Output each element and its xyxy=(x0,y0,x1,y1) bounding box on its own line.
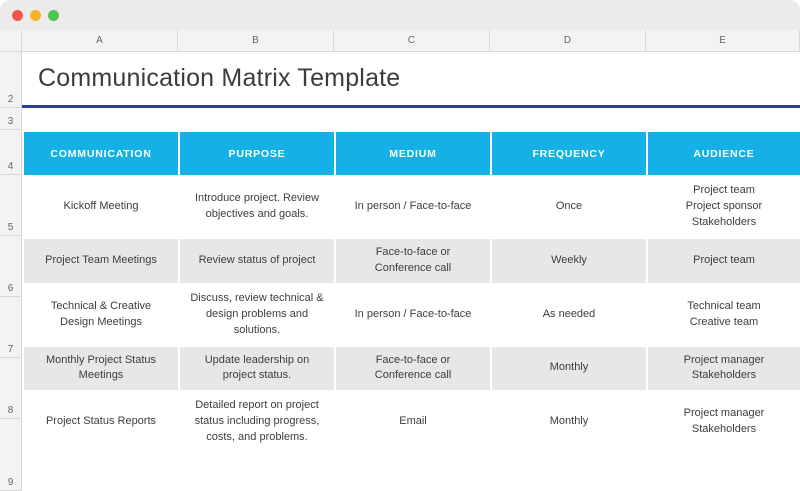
audience-line: Project team xyxy=(693,253,755,266)
row-header-2[interactable]: 2 xyxy=(0,52,21,108)
row-header-9[interactable]: 9 xyxy=(0,419,21,491)
sheet-title-row xyxy=(22,52,800,108)
table-row[interactable] xyxy=(23,391,800,453)
table-row[interactable] xyxy=(23,346,800,392)
cell-purpose: Discuss, review technical & design problems and solutions. xyxy=(179,284,335,346)
column-audience: AUDIENCE xyxy=(647,131,800,176)
cell-purpose: Review status of project xyxy=(179,238,335,284)
close-icon[interactable] xyxy=(12,10,23,21)
audience-line: Project sponsor xyxy=(685,199,763,212)
cell-communication: Project Status Reports xyxy=(23,391,179,453)
cell-medium: In person / Face-to-face xyxy=(335,176,491,238)
row-header-8[interactable]: 8 xyxy=(0,358,21,419)
row-header-4[interactable]: 4 xyxy=(0,130,21,175)
column-header-row xyxy=(0,30,800,52)
cell-audience xyxy=(647,391,800,453)
cell-communication: Monthly Project Status Meetings xyxy=(23,346,179,392)
table-row[interactable] xyxy=(23,238,800,284)
cell-frequency: Once xyxy=(491,176,647,238)
spreadsheet-area xyxy=(0,30,800,491)
column-medium: MEDIUM xyxy=(335,131,491,176)
column-communication: COMMUNICATION xyxy=(23,131,179,176)
cell-frequency: Monthly xyxy=(491,346,647,392)
column-frequency: FREQUENCY xyxy=(491,131,647,176)
cell-purpose: Update leadership on project status. xyxy=(179,346,335,392)
page-title: Communication Matrix Template xyxy=(38,64,401,92)
audience-line: Technical team xyxy=(687,299,761,312)
row-header-7[interactable]: 7 xyxy=(0,297,21,358)
row-header-column xyxy=(0,52,22,491)
cell-medium: Email xyxy=(335,391,491,453)
audience-line: Stakeholders xyxy=(691,369,757,382)
cell-audience xyxy=(647,284,800,346)
cell-audience xyxy=(647,238,800,284)
audience-line: Project manager xyxy=(683,407,765,420)
row-header-3[interactable]: 3 xyxy=(0,108,21,130)
cell-communication: Kickoff Meeting xyxy=(23,176,179,238)
cell-communication: Technical & Creative Design Meetings xyxy=(23,284,179,346)
row-header-6[interactable]: 6 xyxy=(0,236,21,297)
cell-purpose: Detailed report on project status including progress, costs, and problems. xyxy=(179,391,335,453)
audience-line: Project manager xyxy=(683,353,765,366)
audience-line: Stakeholders xyxy=(691,215,757,228)
audience-line: Stakeholders xyxy=(691,423,757,436)
window-titlebar xyxy=(0,0,800,30)
cell-medium: In person / Face-to-face xyxy=(335,284,491,346)
row-header-5[interactable]: 5 xyxy=(0,175,21,236)
column-header-d[interactable]: D xyxy=(490,30,646,51)
spacer-row xyxy=(22,108,800,130)
column-header-e[interactable]: E xyxy=(646,30,800,51)
cell-grid[interactable] xyxy=(22,52,800,491)
cell-medium: Face-to-face or Conference call xyxy=(335,346,491,392)
window-controls xyxy=(12,10,59,21)
column-purpose: PURPOSE xyxy=(179,131,335,176)
cell-frequency: Monthly xyxy=(491,391,647,453)
cell-medium: Face-to-face or Conference call xyxy=(335,238,491,284)
sheet-body xyxy=(0,52,800,491)
cell-audience xyxy=(647,346,800,392)
table-header-row xyxy=(23,131,800,176)
audience-line: Project team xyxy=(693,184,755,196)
minimize-icon[interactable] xyxy=(30,10,41,21)
audience-line: Creative team xyxy=(689,315,759,328)
cell-audience xyxy=(647,176,800,238)
select-all-corner[interactable] xyxy=(0,30,22,51)
table-row[interactable] xyxy=(23,284,800,346)
cell-purpose: Introduce project. Review objectives and goals. xyxy=(179,176,335,238)
column-header-a[interactable]: A xyxy=(22,30,178,51)
table-row[interactable] xyxy=(23,176,800,238)
cell-frequency: Weekly xyxy=(491,238,647,284)
communication-matrix-table xyxy=(22,130,800,454)
column-header-b[interactable]: B xyxy=(178,30,334,51)
cell-communication: Project Team Meetings xyxy=(23,238,179,284)
zoom-icon[interactable] xyxy=(48,10,59,21)
column-header-c[interactable]: C xyxy=(334,30,490,51)
cell-frequency: As needed xyxy=(491,284,647,346)
